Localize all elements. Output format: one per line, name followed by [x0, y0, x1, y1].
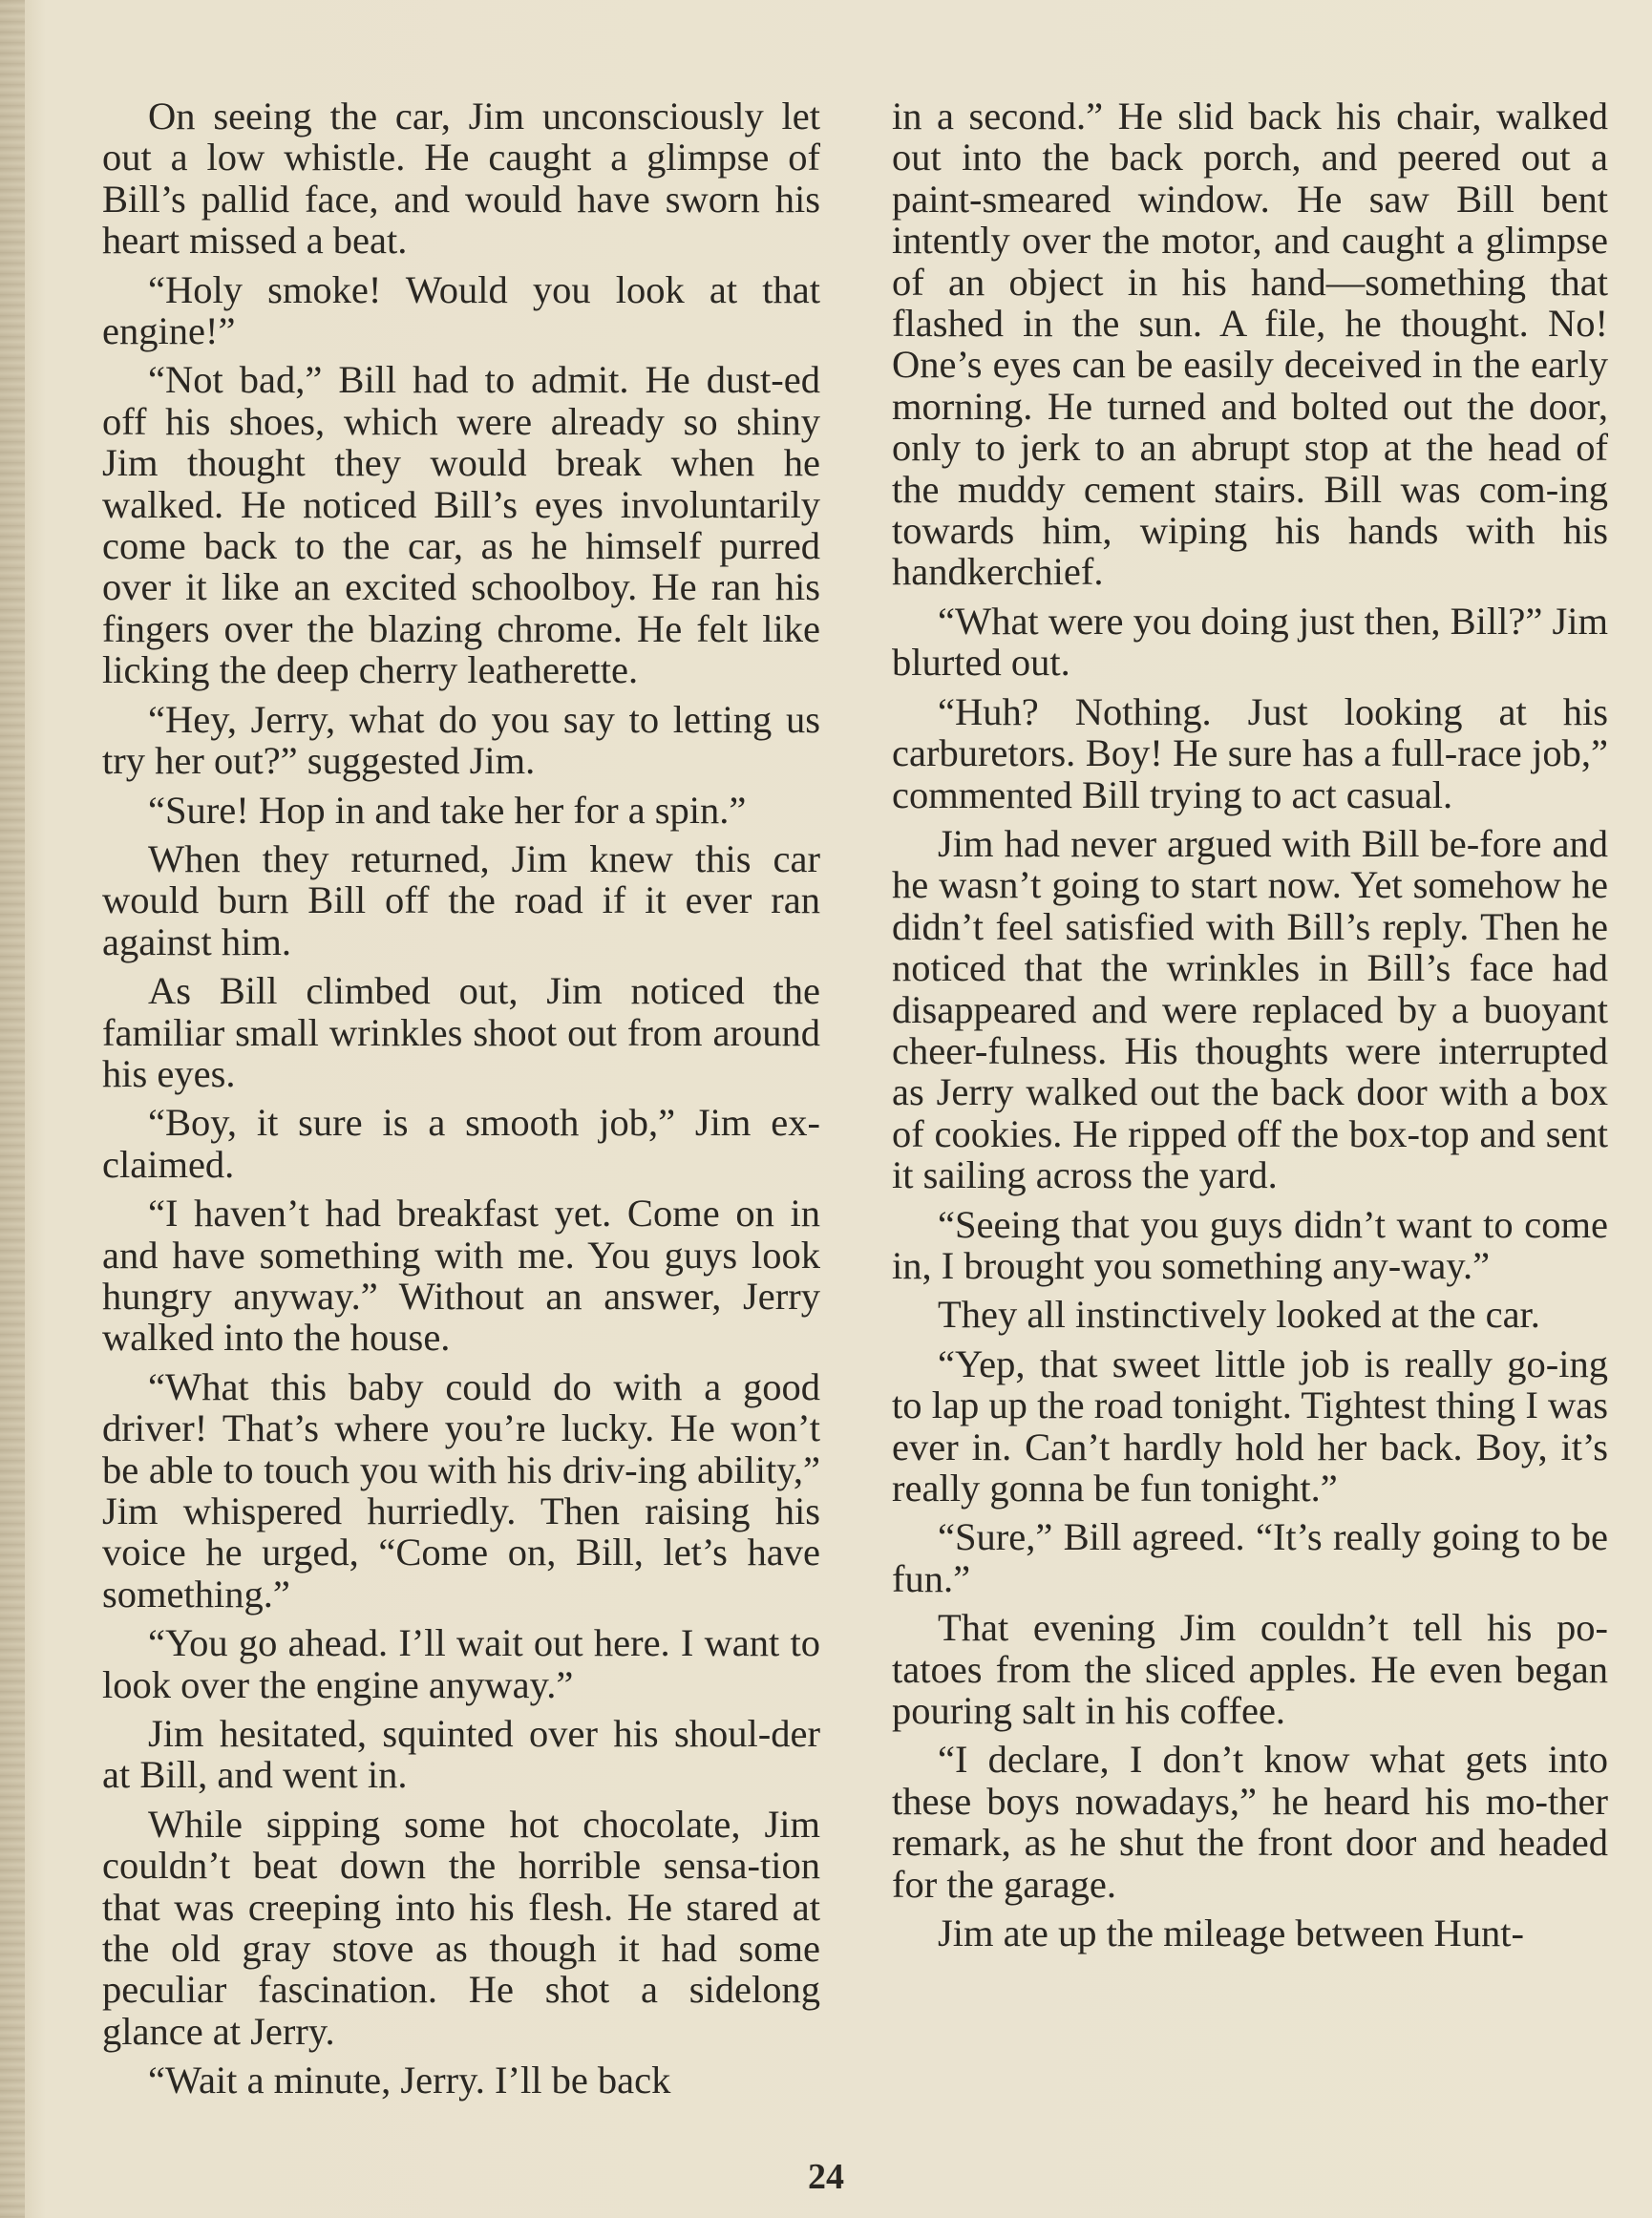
paragraph: “Yep, that sweet little job is really go-ing to lap up the road tonight. Tightest thing I was ever in. Can’t hardly hold her back. Boy, it’s really gonna be fun tonight.”	[892, 1341, 1608, 1510]
paragraph: “Hey, Jerry, what do you say to letting us try her out?” suggested Jim.	[102, 697, 820, 783]
paragraph-continued: in a second.” He slid back his chair, walked out into the back porch, and peered out a paint-smeared window. He saw Bill bent intently over the motor, and caught a glimpse of an object in his hand—something that flashed in the sun. A file, he thought. No! One’s eyes can be easily deceived in the early morning. He turned and bolted out the door, only to jerk to an abrupt stop at the head of the muddy cement stairs. Bill was com-ing towards him, wiping his hands with his handkerchief.	[892, 95, 1608, 594]
paragraph: “Sure,” Bill agreed. “It’s really going to be fun.”	[892, 1515, 1608, 1600]
page-binding-edge	[0, 0, 25, 2218]
paragraph: They all instinctively looked at the car.	[938, 1293, 1540, 1337]
paragraph: “Boy, it sure is a smooth job,” Jim ex-claimed.	[102, 1101, 820, 1186]
paragraph: “I haven’t had breakfast yet. Come on in and have something with me. You guys look hungry anyway.” Without an answer, Jerry walked into the house.	[102, 1192, 820, 1360]
paragraph: That evening Jim couldn’t tell his po-tatoes from the sliced apples. He even began pouring salt in his coffee.	[892, 1606, 1608, 1733]
paragraph: “What were you doing just then, Bill?” Jim blurted out.	[892, 599, 1608, 685]
paragraph: “You go ahead. I’ll wait out here. I want to look over the engine anyway.”	[102, 1621, 820, 1706]
paragraph: Jim ate up the mileage between Hunt-	[938, 1912, 1525, 1955]
paragraph: “Huh? Nothing. Just looking at his carburetors. Boy! He sure has a full-race job,” commented Bill trying to act casual.	[892, 689, 1608, 816]
paragraph: “Seeing that you guys didn’t want to come in, I brought you something any-way.”	[892, 1202, 1608, 1287]
paragraph: While sipping some hot chocolate, Jim couldn’t beat down the horrible sensa-tion that was creeping into his flesh. He stared at the old gray stove as though it had some peculiar fascination. He shot a sidelong glance at Jerry.	[102, 1802, 820, 2053]
paragraph: “Wait a minute, Jerry. I’ll be back	[148, 2059, 671, 2102]
paragraph: “What this baby could do with a good driver! That’s where you’re lucky. He won’t be able to touch you with his driv-ing ability,” Jim whispered hurriedly. Then raising his voice he urged, “Come on, Bill, let’s have something.”	[102, 1364, 820, 1616]
paragraph: “Not bad,” Bill had to admit. He dust-ed off his shoes, which were already so shiny Jim thought they would break when he walked. He noticed Bill’s eyes involuntarily come back to the car, as he himself purred over it like an excited schoolboy. He ran his fingers over the blazing chrome. He felt like licking the deep cherry leatherette.	[102, 358, 820, 692]
paragraph: “I declare, I don’t know what gets into these boys nowadays,” he heard his mo-ther remark, as he shut the front door and headed for the garage.	[892, 1738, 1608, 1906]
right-text-column	[892, 95, 1608, 1961]
page-number: 24	[808, 2157, 844, 2197]
paragraph: As Bill climbed out, Jim noticed the familiar small wrinkles shoot out from around his eyes.	[102, 969, 820, 1095]
paragraph: “Sure! Hop in and take her for a spin.”	[148, 788, 747, 832]
paragraph: When they returned, Jim knew this car would burn Bill off the road if it ever ran against him.	[102, 836, 820, 963]
paragraph: On seeing the car, Jim unconsciously let out a low whistle. He caught a glimpse of Bill’s pallid face, and would have sworn his heart missed a beat.	[102, 95, 820, 263]
paragraph: Jim hesitated, squinted over his shoul-der at Bill, and went in.	[102, 1712, 820, 1797]
left-text-column	[102, 95, 820, 2109]
paragraph: “Holy smoke! Would you look at that engine!”	[102, 267, 820, 353]
paragraph: Jim had never argued with Bill be-fore and he wasn’t going to start now. Yet somehow he didn’t feel satisfied with Bill’s reply. Then he noticed that the wrinkles in Bill’s face had disappeared and were replaced by a buoyant cheer-fulness. His thoughts were interrupted as Jerry walked out the back door with a box of cookies. He ripped off the box-top and sent it sailing across the yard.	[892, 821, 1608, 1197]
